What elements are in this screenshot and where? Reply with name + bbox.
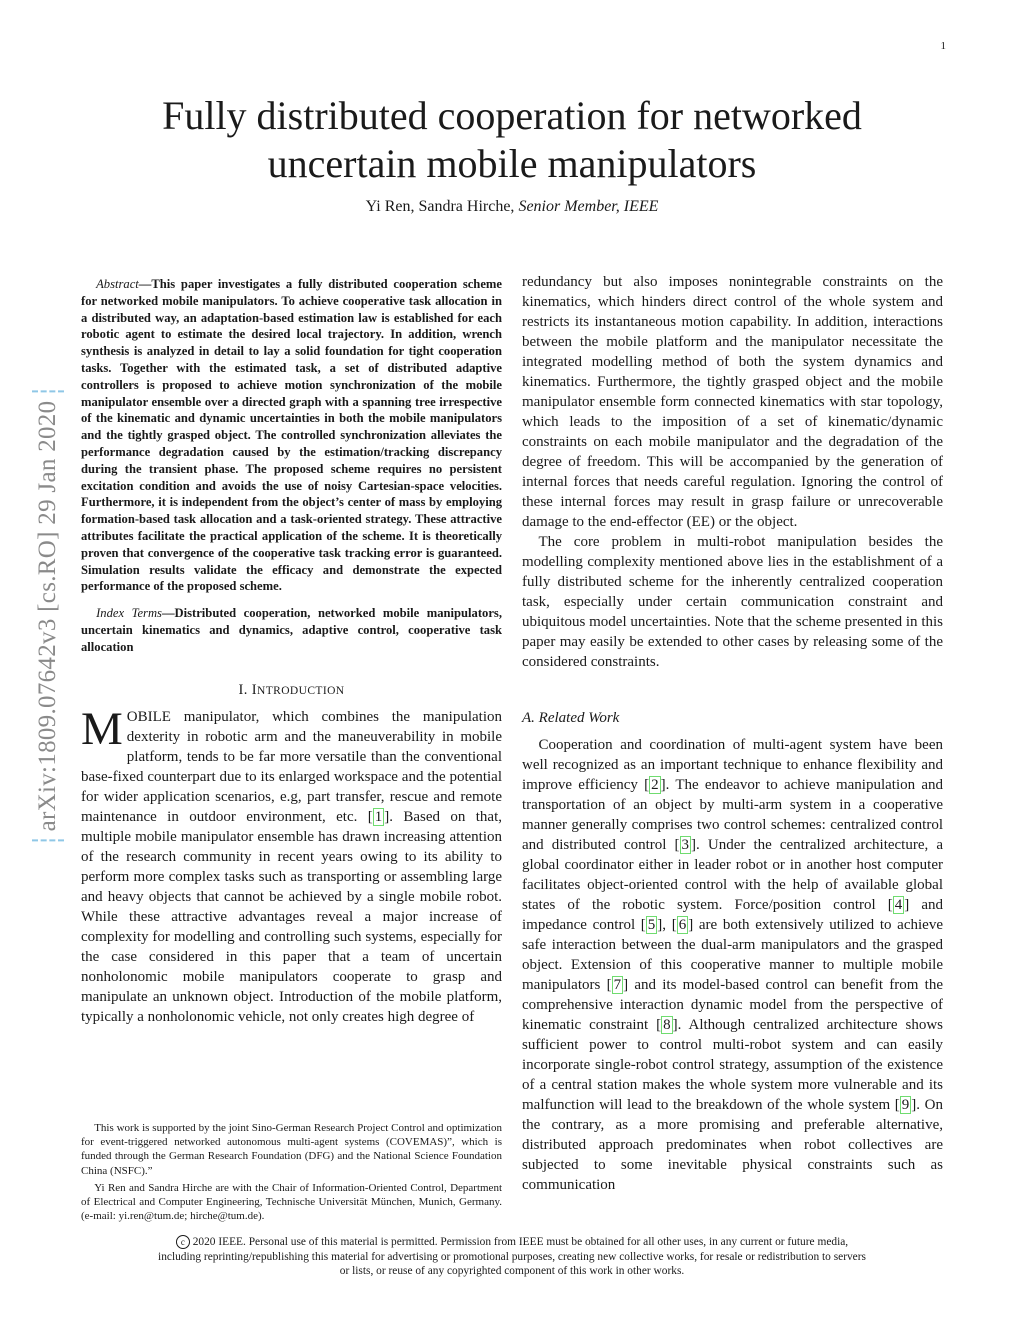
citation-link[interactable]: 4 (894, 897, 903, 913)
intro-paragraph: MOBILE manipulator, which combines the manipulation dexterity in robotic arm and the maneuverability in mobile platform, tends to be far more versatile than the conventional base-fixed counterpart due to its enlarged workspace and the potential for wider application scenarios, e.g, part transfer, rescue and remote maintenance in outdoor environment, etc. [ 1 ]. Based on that, multiple mobile manipulator ensemble has drawn increasing attention of the research community in recent years owing to its ability to perform more complex tasks such as transporting or assembling large and heavy objects that cannot be achieved by a single mobile robot. While these attractive advantages reveal a major increase of complexity for modelling and controlling such systems, especially for the case considered in this paper that a team of uncertain nonholonomic mobile manipulators cooperate to grasp and manipulate an unknown object. Introduction of the mobile platform, typically a nonholonomic vehicle, not only creates high degree of (81, 702, 503, 1025)
arxiv-id-link[interactable]: arXiv:1809.07642v3 [cs.RO] 29 Jan 2020 (32, 391, 64, 842)
related-work-paragraph: Cooperation and coordination of multi-agent system have been well recognized as an important technique to enhance flexibility and improve efficiency [ 2 ]. The endeavor to achieve manipulation and transportation of an object by multi-arm system in a cooperative manner generally comprises two control schemes: centralized control and distributed control [ 3 ]. Under the centralized architecture, a global coordinator either in leader robot or in another host computer facilitates object-oriented control with the help of available global states of the robotic system. Force/position control [ 4 ] and impedance control [ 5 ], [ 6 ] are both extensively utilized to achieve safe interaction between the dual-arm manipulators and the grasped object. Extension of this cooperative manner to multiple mobile manipulators [ 7 ] and its model-based control can benefit from the comprehensive interaction dynamic model from the perspective of kinematic constraint [ 8 ]. Although centralized architecture shows sufficient power to control multi-robot system and can easily incorporate single-robot control strategy, assumption of the existence of a central station makes the whole system more vulnerable and its malfunction will lead to the breakdown of the whole system [ 9 ]. On the contrary, as a more promising and preferable alternative, distributed approach predominates when robot collectives are subjected to some inevitable physical constraints such as communication (522, 737, 943, 1193)
paragraph-core-problem: The core problem in multi-robot manipulation besides the modelling complexity mentioned above lies in the establishment of a fully distributed scheme for the inherently centralized cooperation task, especially under certain communication constraint and ubiquitous model uncertainties. Note that the scheme presented in this paper may easily be extended to other cases by releasing some of the considered constraints. (522, 534, 943, 670)
section-numeral: I. (238, 681, 248, 698)
section-heading-introduction (81, 682, 502, 699)
text-run: and impedance control (522, 897, 943, 933)
section-title-first: I (251, 681, 258, 698)
left-column (81, 276, 502, 1027)
section-title-rest: NTRODUCTION (257, 684, 345, 697)
citation-link[interactable]: 1 (374, 808, 383, 825)
title-line-1: Fully distributed cooperation for networked (162, 93, 862, 138)
affiliation-footnote: Yi Ren and Sandra Hirche are with the Chair of Information-Oriented Control, Department of Electrical and Computer Engineering, Technische Universität München, Munich, Germany. (e-mail: yi.ren@tum.de; hirche@tum.de). (81, 1181, 502, 1223)
right-column (522, 272, 943, 1195)
citation-link[interactable]: 7 (613, 977, 622, 993)
text-run: . On the contrary, as a more promising and preferable alternative, distributed approach predominates when robot collectives are subjected to some inevitable physical constraints such as communication (522, 1097, 943, 1193)
intro-text-cont: . Based on that, multiple mobile manipulator ensemble has drawn increasing attention of the research community in recent years owing to its ability to perform more complex tasks such as transporting or assembling large and heavy objects that cannot be achieved by a single mobile robot. While these attractive advantages reveal a major increase of complexity for modelling and controlling such systems, especially for the case considered in this paper that a team of uncertain nonholonomic mobile manipulators cooperate to grasp and manipulate an unknown object. Introduction of the mobile platform, typically a nonholonomic vehicle, not only creates high degree of (81, 808, 503, 1025)
author-names: Yi Ren, Sandra Hirche, (365, 198, 515, 215)
copyright-text: 2020 IEEE. Personal use of this material is permitted. Permission from IEEE must be obtained for all other uses, in any current or future media, (192, 1236, 849, 1248)
citation-link[interactable]: 3 (681, 837, 690, 853)
author-line (0, 198, 1024, 216)
abstract-label: Abstract (96, 277, 139, 291)
index-terms: Index Terms—Distributed cooperation, networked mobile manipulators, uncertain kinematics and dynamics, adaptive control, cooperative task allocation (81, 606, 502, 654)
copyright-icon: c (176, 1235, 190, 1249)
dropcap-letter: M (81, 702, 123, 755)
text-run: . The endeavor to achieve manipulation and transportation of an object by multi-arm system in a cooperative manner generally comprises two control schemes: centralized control and distributed control (522, 777, 943, 853)
abstract-text: This paper investigates a fully distributed cooperation scheme for networked mobile manipulators. To achieve cooperative task allocation in a distributed way, an adaptation-based estimation law is established for each robotic agent to estimate the desired local trajectory. In addition, wrench synthesis is analyzed in detail to lay a solid foundation for tight cooperation tasks. Together with the estimated task, a set of distributed adaptive controllers is proposed to achieve motion synchronization of the mobile manipulator ensemble over a directed graph with a spanning tree irrespective of the kinematic and dynamic uncertainties in both the mobile manipulators and the tightly grasped object. The controlled synchronization alleviates the performance degradation caused by the estimation/tracking discrepancy during the transient phase. The proposed scheme requires no persistent excitation condition and avoids the use of noisy Cartesian-space velocities. Furthermore, it is independent from the object’s center of mass by employing formation-based task allocation and a task-oriented strategy. These attractive attributes facilitate the practical application of the scheme. It is theoretically proven that convergence of the cooperative task tracking error is guaranteed. Simulation results validate the efficacy and demonstrate the expected performance of the proposed scheme. (81, 277, 502, 594)
text-run: . Although centralized architecture shows sufficient power to control multi-robot system and can easily incorporate single-robot control strategy, assumption of the existence of a central station makes the whole system more vulnerable and its malfunction will lead to the breakdown of the whole system (522, 1017, 943, 1113)
text-run: are both extensively utilized to achieve safe interaction between the dual-arm manipulators and the grasped object. Extension of this cooperative manner to multiple mobile manipulators (522, 917, 943, 993)
citation-link[interactable]: 8 (663, 1017, 671, 1033)
text-run: . Under the centralized architecture, a global coordinator either in leader robot or in another host computer facilitates object-oriented control with the help of available global states of the robotic system. Force/position control (522, 837, 943, 913)
abstract: Abstract—This paper investigates a fully distributed cooperation scheme for networked mobile manipulators. To achieve cooperative task allocation in a distributed way, an adaptation-based estimation law is established for each robotic agent to estimate the desired local trajectory. In addition, wrench synthesis is analyzed in detail to lay a solid foundation for tight cooperation tasks. Together with the estimated task, a set of distributed adaptive controllers is proposed to achieve motion synchronization of the mobile manipulator ensemble over a directed graph with a spanning tree irrespective of the kinematic and dynamic uncertainties in both the mobile manipulators and the tightly grasped object. The controlled synchronization alleviates the performance degradation caused by the estimation/tracking discrepancy during the transient phase. The proposed scheme requires no persistent excitation condition and avoids the use of noisy Cartesian-space velocities. Furthermore, it is independent from the object’s center of mass by employing formation-based task allocation and a task-oriented strategy. These attractive attributes facilitate the practical application of the scheme. It is theoretically proven that convergence of the cooperative task tracking error is guaranteed. Simulation results validate the efficacy and demonstrate the expected performance of the proposed scheme. (81, 277, 502, 594)
subsection-heading-related-work: A. Related Work (522, 710, 620, 726)
author-membership: Senior Member, IEEE (518, 198, 659, 215)
copyright-line-3: or lists, or reuse of any copyrighted component of this work in other works. (339, 1265, 685, 1278)
text-run: Cooperation and coordination of multi-agent system have been well recognized as an important technique to enhance flexibility and improve efficiency (522, 737, 943, 793)
text-run: , (662, 917, 672, 933)
copyright-notice (0, 1235, 1024, 1279)
citation-link[interactable]: 5 (647, 917, 656, 933)
citation-link[interactable]: 6 (678, 917, 687, 933)
title-line-2: uncertain mobile manipulators (267, 141, 757, 186)
funding-footnote: This work is supported by the joint Sino-German Research Project Control and optimization for event-triggered networked autonomous multi-agent systems (COVEMAS)”, which is funded through the German Research Foundation (DFG) and the National Science Foundation China (NSFC).” (81, 1122, 502, 1177)
copyright-line-1 (0, 1235, 1024, 1250)
citation-link[interactable]: 9 (901, 1097, 910, 1113)
index-terms-text: Distributed cooperation, networked mobile manipulators, uncertain kinematics and dynamics, adaptive control, cooperative task allocation (81, 606, 502, 654)
citation-link[interactable]: 2 (651, 777, 659, 793)
copyright-line-2: including reprinting/republishing this material for advertising or promotional purposes, creating new collective works, for resale or redistribution to servers (158, 1250, 866, 1263)
paper-title (0, 92, 1024, 188)
intro-text: OBILE manipulator, which combines the manipulation dexterity in robotic arm and the maneuverability in mobile platform, tends to be far more versatile than the conventional base-fixed counterpart due to its enlarged workspace and the potential for wider application scenarios, e.g, part transfer, rescue and remote maintenance in outdoor environment, etc. (81, 708, 502, 825)
footnotes (81, 1121, 502, 1226)
index-terms-label: Index Terms (96, 606, 162, 621)
page-number: 1 (940, 40, 946, 52)
paragraph-continued: redundancy but also imposes nonintegrable constraints on the kinematics, which hinders direct control of the whole system and restricts its instantaneous motion capability. In addition, interactions between the mobile platform and the manipulator necessitate the integrated modelling method of both the system dynamics and kinematics. Furthermore, the tightly grasped object and the mobile manipulator ensemble form connected kinematics with star topology, which leads to the imposition of a set of kinematic/dynamic constraints on each mobile manipulator and the degradation of the degree of freedom. This will be accompanied by the generation of internal forces that needs careful regulation. Ignoring the control of these internal forces may result in grasp failure or unrecoverable damage to the end-effector (EE) or the object. (522, 274, 943, 530)
text-run: and its model-based control can benefit from the comprehensive interaction dynamic model from the perspective of kinematic constraint (522, 977, 943, 1033)
